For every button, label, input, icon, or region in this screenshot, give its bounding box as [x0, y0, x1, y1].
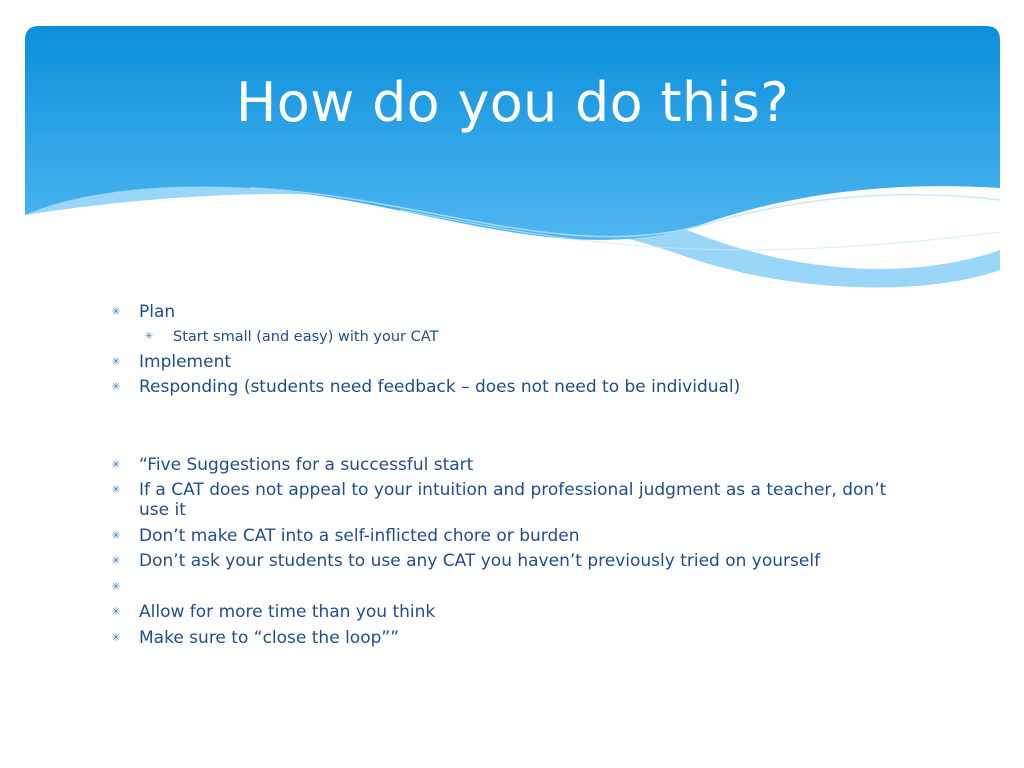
list-item [108, 328, 898, 346]
list-item [108, 602, 898, 622]
list-item-text: Allow for more time than you think [139, 602, 436, 622]
bullet-asterisk-icon: ✳ [111, 483, 121, 496]
list-item-text: Start small (and easy) with your CAT [173, 328, 439, 345]
list-item-text: Responding (students need feedback – does not need to be individual) [139, 377, 741, 397]
list-item [108, 551, 898, 571]
list-item-empty [108, 577, 898, 597]
bullet-asterisk-icon: ✳ [111, 605, 121, 618]
list-item [108, 455, 898, 475]
bullet-asterisk-icon: ✳ [111, 630, 121, 644]
bullet-asterisk-icon: ✳ [111, 554, 121, 567]
bullet-asterisk-icon: ✳ [111, 380, 121, 393]
list-item [108, 377, 898, 397]
list-item [108, 628, 898, 648]
bullet-asterisk-icon: ✳ [111, 579, 121, 593]
bullet-list [108, 300, 898, 653]
list-item [108, 526, 898, 546]
list-item [108, 302, 898, 322]
bullet-asterisk-icon: ✳ [111, 305, 121, 318]
list-item-text: If a CAT does not appeal to your intuition and professional judgment as a teacher, don’t use it [139, 480, 887, 520]
list-item-text: Don’t ask your students to use any CAT you haven’t previously tried on yourself [139, 551, 821, 571]
list-item-text: Make sure to “close the loop”” [139, 627, 399, 648]
spacer [108, 403, 898, 455]
list-item [108, 480, 898, 520]
bullet-asterisk-icon: ✳ [144, 330, 154, 342]
bullet-asterisk-icon: ✳ [111, 354, 121, 368]
title-banner [0, 0, 1024, 300]
bullet-asterisk-icon: ✳ [111, 457, 121, 471]
slide-title: How do you do this? [235, 71, 790, 134]
list-item-text: Don’t make CAT into a self-inflicted chore or burden [139, 525, 580, 546]
list-item [108, 352, 898, 372]
list-item-text: “Five Suggestions for a successful start [139, 454, 474, 475]
bullet-asterisk-icon: ✳ [111, 528, 121, 542]
wave-banner-graphic [0, 0, 1024, 300]
list-item-text: Plan [139, 302, 176, 322]
list-item-text: Implement [139, 351, 232, 372]
